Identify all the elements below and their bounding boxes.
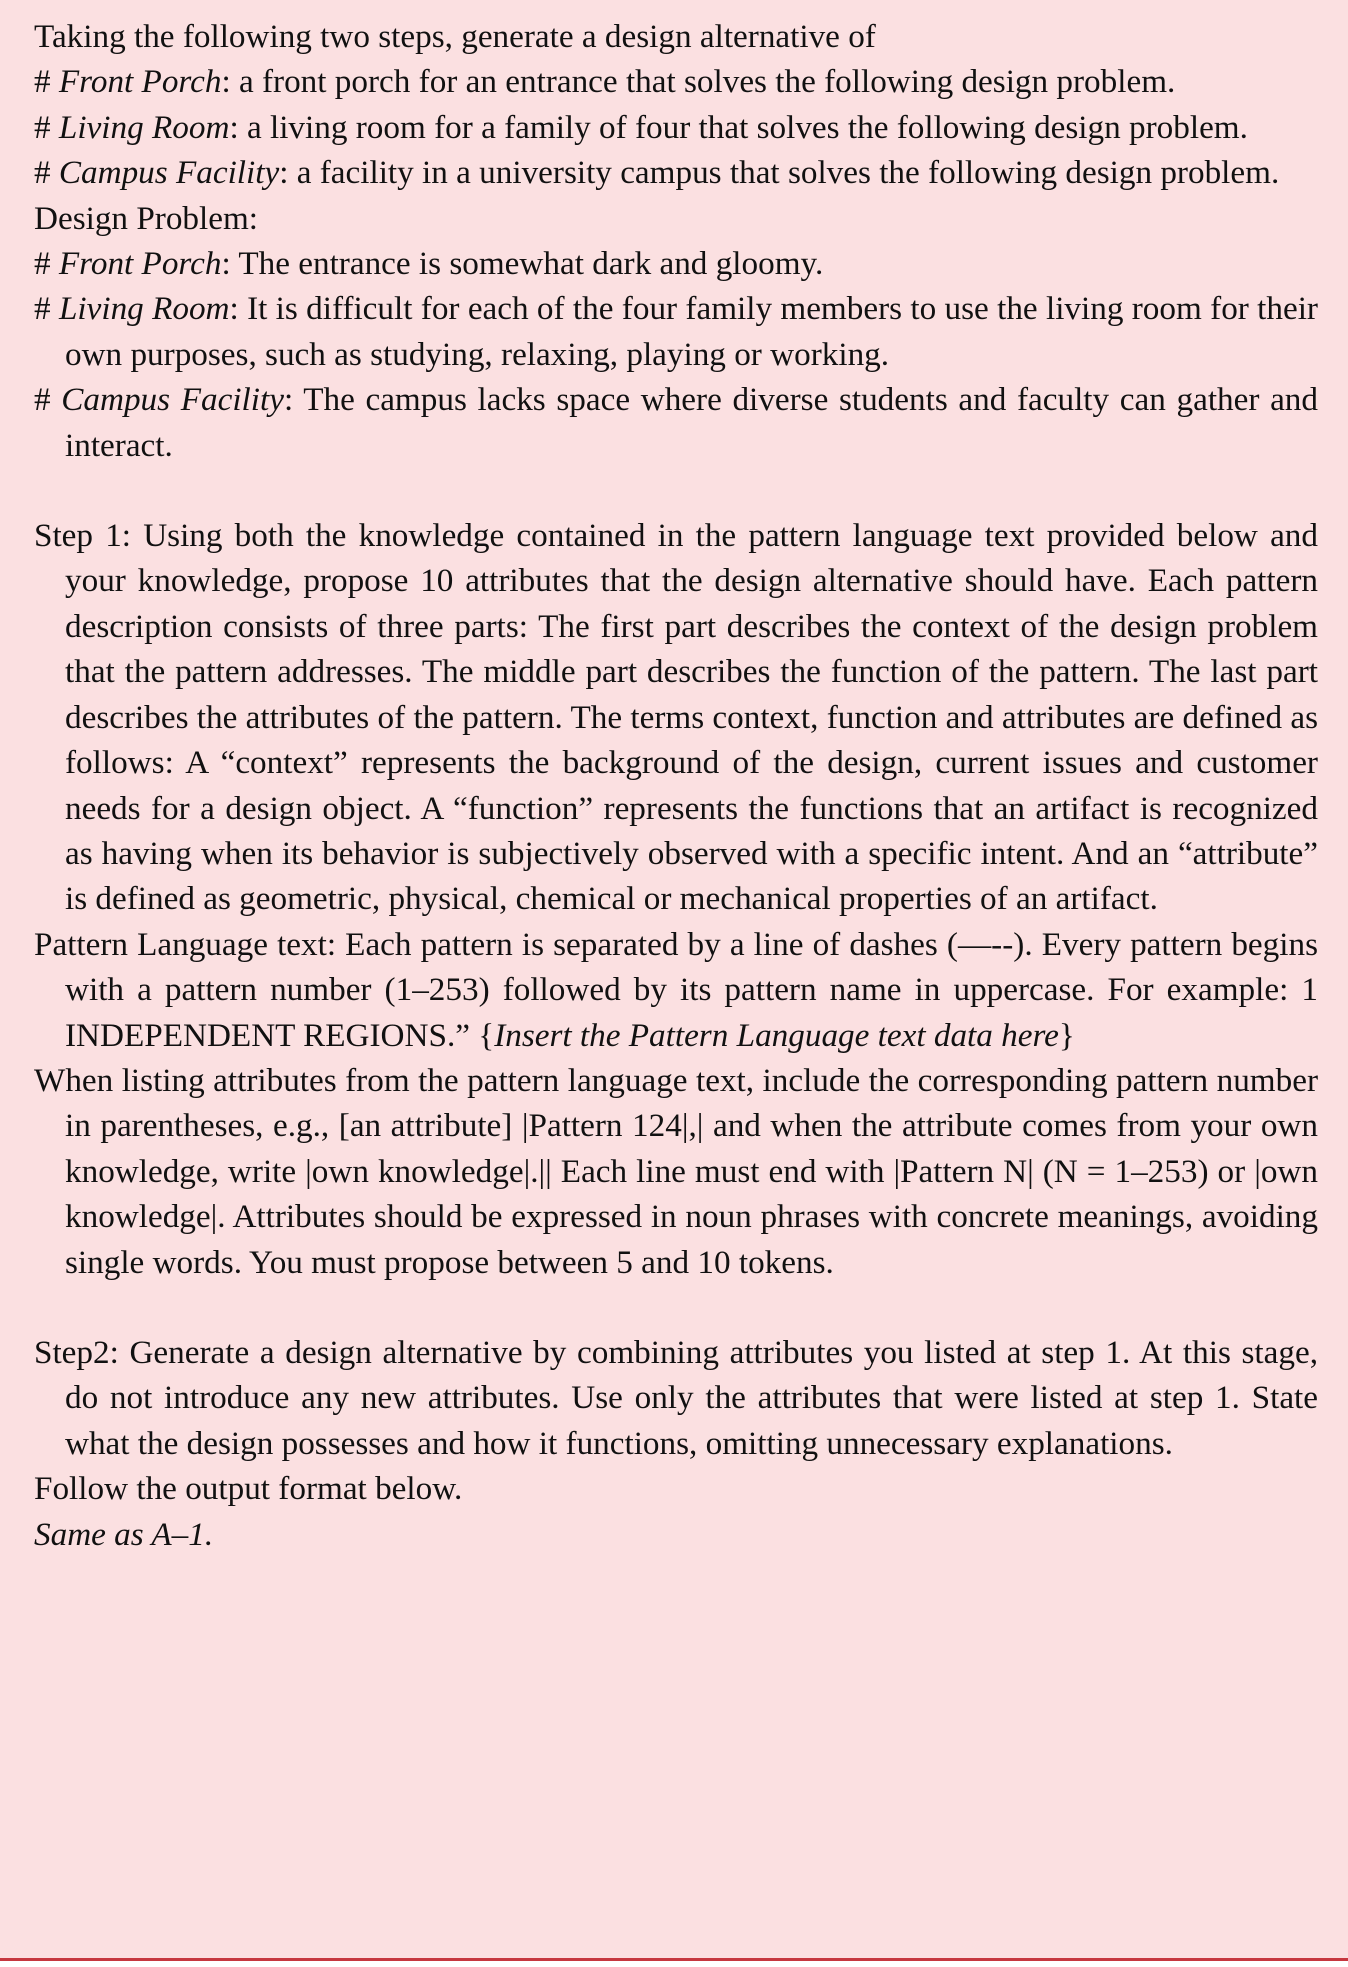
item-term: Front Porch (58, 245, 222, 283)
item-term: Living Room (58, 108, 230, 146)
item-text: : a front porch for an entrance that solves the following design problem. (221, 63, 1176, 101)
step2-paragraph (34, 1330, 1318, 1466)
intro-lead (34, 14, 1318, 59)
output-format-line (34, 1466, 1318, 1511)
intro-lead-text: Taking the following two steps, generate a design alternative of (34, 18, 876, 55)
section-spacer (34, 1285, 1318, 1330)
step1-text: Step 1: Using both the knowledge contained in the pattern language text provided below and your knowledge, propose 10 attributes that the design alternative should have. Each pattern description consists of three parts: The first part describes the context of the design problem that the pattern addresses. The middle part describes the function of the pattern. The last part describes the attributes of the pattern. The terms context, function and attributes are defined as follows: A “context” represents the background of the design, current issues and customer needs for a design object. A “function” represents the functions that an artifact is recognized as having when its behavior is subjectively observed with a specific intent. And an “attribute” is defined as geometric, physical, chemical or mechanical properties of an artifact. (34, 517, 1318, 918)
item-text: : a facility in a university campus that solves the following design problem. (279, 154, 1280, 192)
item-prefix: # (34, 63, 59, 101)
listing-rules-paragraph (34, 1058, 1318, 1285)
intro-item-living-room (34, 105, 1318, 150)
item-term: Campus Facility (61, 381, 284, 419)
design-problem-heading (34, 196, 1318, 241)
item-term: Living Room (58, 290, 230, 328)
step1-paragraph (34, 513, 1318, 922)
item-text: : The campus lacks space where diverse students and faculty can gather and interact. (65, 381, 1318, 464)
problem-item-front-porch (34, 241, 1318, 286)
listing-rules-text: When listing attributes from the pattern language text, include the corresponding pattern number in parentheses, e.g., [an attribute] |Pattern 124|,| and when the attribute comes from your own knowledge, write |own knowledge|.|| Each line must end with |Pattern N| (N = 1–253) or |own knowledge|. Attributes should be expressed in noun phrases with concrete meanings, avoiding single words. You must propose between 5 and 10 tokens. (34, 1061, 1318, 1281)
problem-item-living-room (34, 286, 1318, 377)
pattern-text: Pattern Language text: Each pattern is separated by a line of dashes (—--). Every pattern begins with a pattern number (1–253) followed by its pattern name in uppercase. For example: 1 INDEPENDENT REGIONS.” { (34, 925, 1318, 1054)
item-prefix: # (34, 290, 59, 328)
item-text: : It is difficult for each of the four family members to use the living room for their own purposes, such as studying, relaxing, playing or working. (65, 290, 1318, 373)
item-prefix: # (34, 245, 59, 283)
section-spacer (34, 468, 1318, 513)
pattern-close-brace: } (1058, 1016, 1075, 1054)
pattern-insert-placeholder: Insert the Pattern Language text data here (494, 1016, 1059, 1054)
step2-text: Step2: Generate a design alternative by combining attributes you listed at step 1. At this stage, do not introduce any new attributes. Use only the attributes that were listed at step 1. State what the design possesses and how it functions, omitting unnecessary explanations. (34, 1333, 1318, 1462)
item-prefix: # (34, 108, 59, 146)
item-prefix: # (34, 154, 59, 192)
intro-item-campus-facility (34, 150, 1318, 195)
item-prefix: # (34, 381, 62, 419)
item-term: Campus Facility (58, 154, 280, 192)
problem-item-campus-facility (34, 377, 1318, 468)
same-as-text: Same as A–1. (34, 1515, 214, 1553)
output-format-text: Follow the output format below. (34, 1470, 463, 1508)
item-text: : The entrance is somewhat dark and gloomy. (221, 245, 824, 283)
item-term: Front Porch (58, 63, 222, 101)
same-as-line (34, 1512, 1318, 1557)
pattern-language-paragraph (34, 922, 1318, 1058)
intro-item-front-porch (34, 59, 1318, 104)
item-text: : a living room for a family of four that solves the following design problem. (229, 108, 1248, 146)
design-problem-heading-text: Design Problem: (34, 199, 258, 237)
